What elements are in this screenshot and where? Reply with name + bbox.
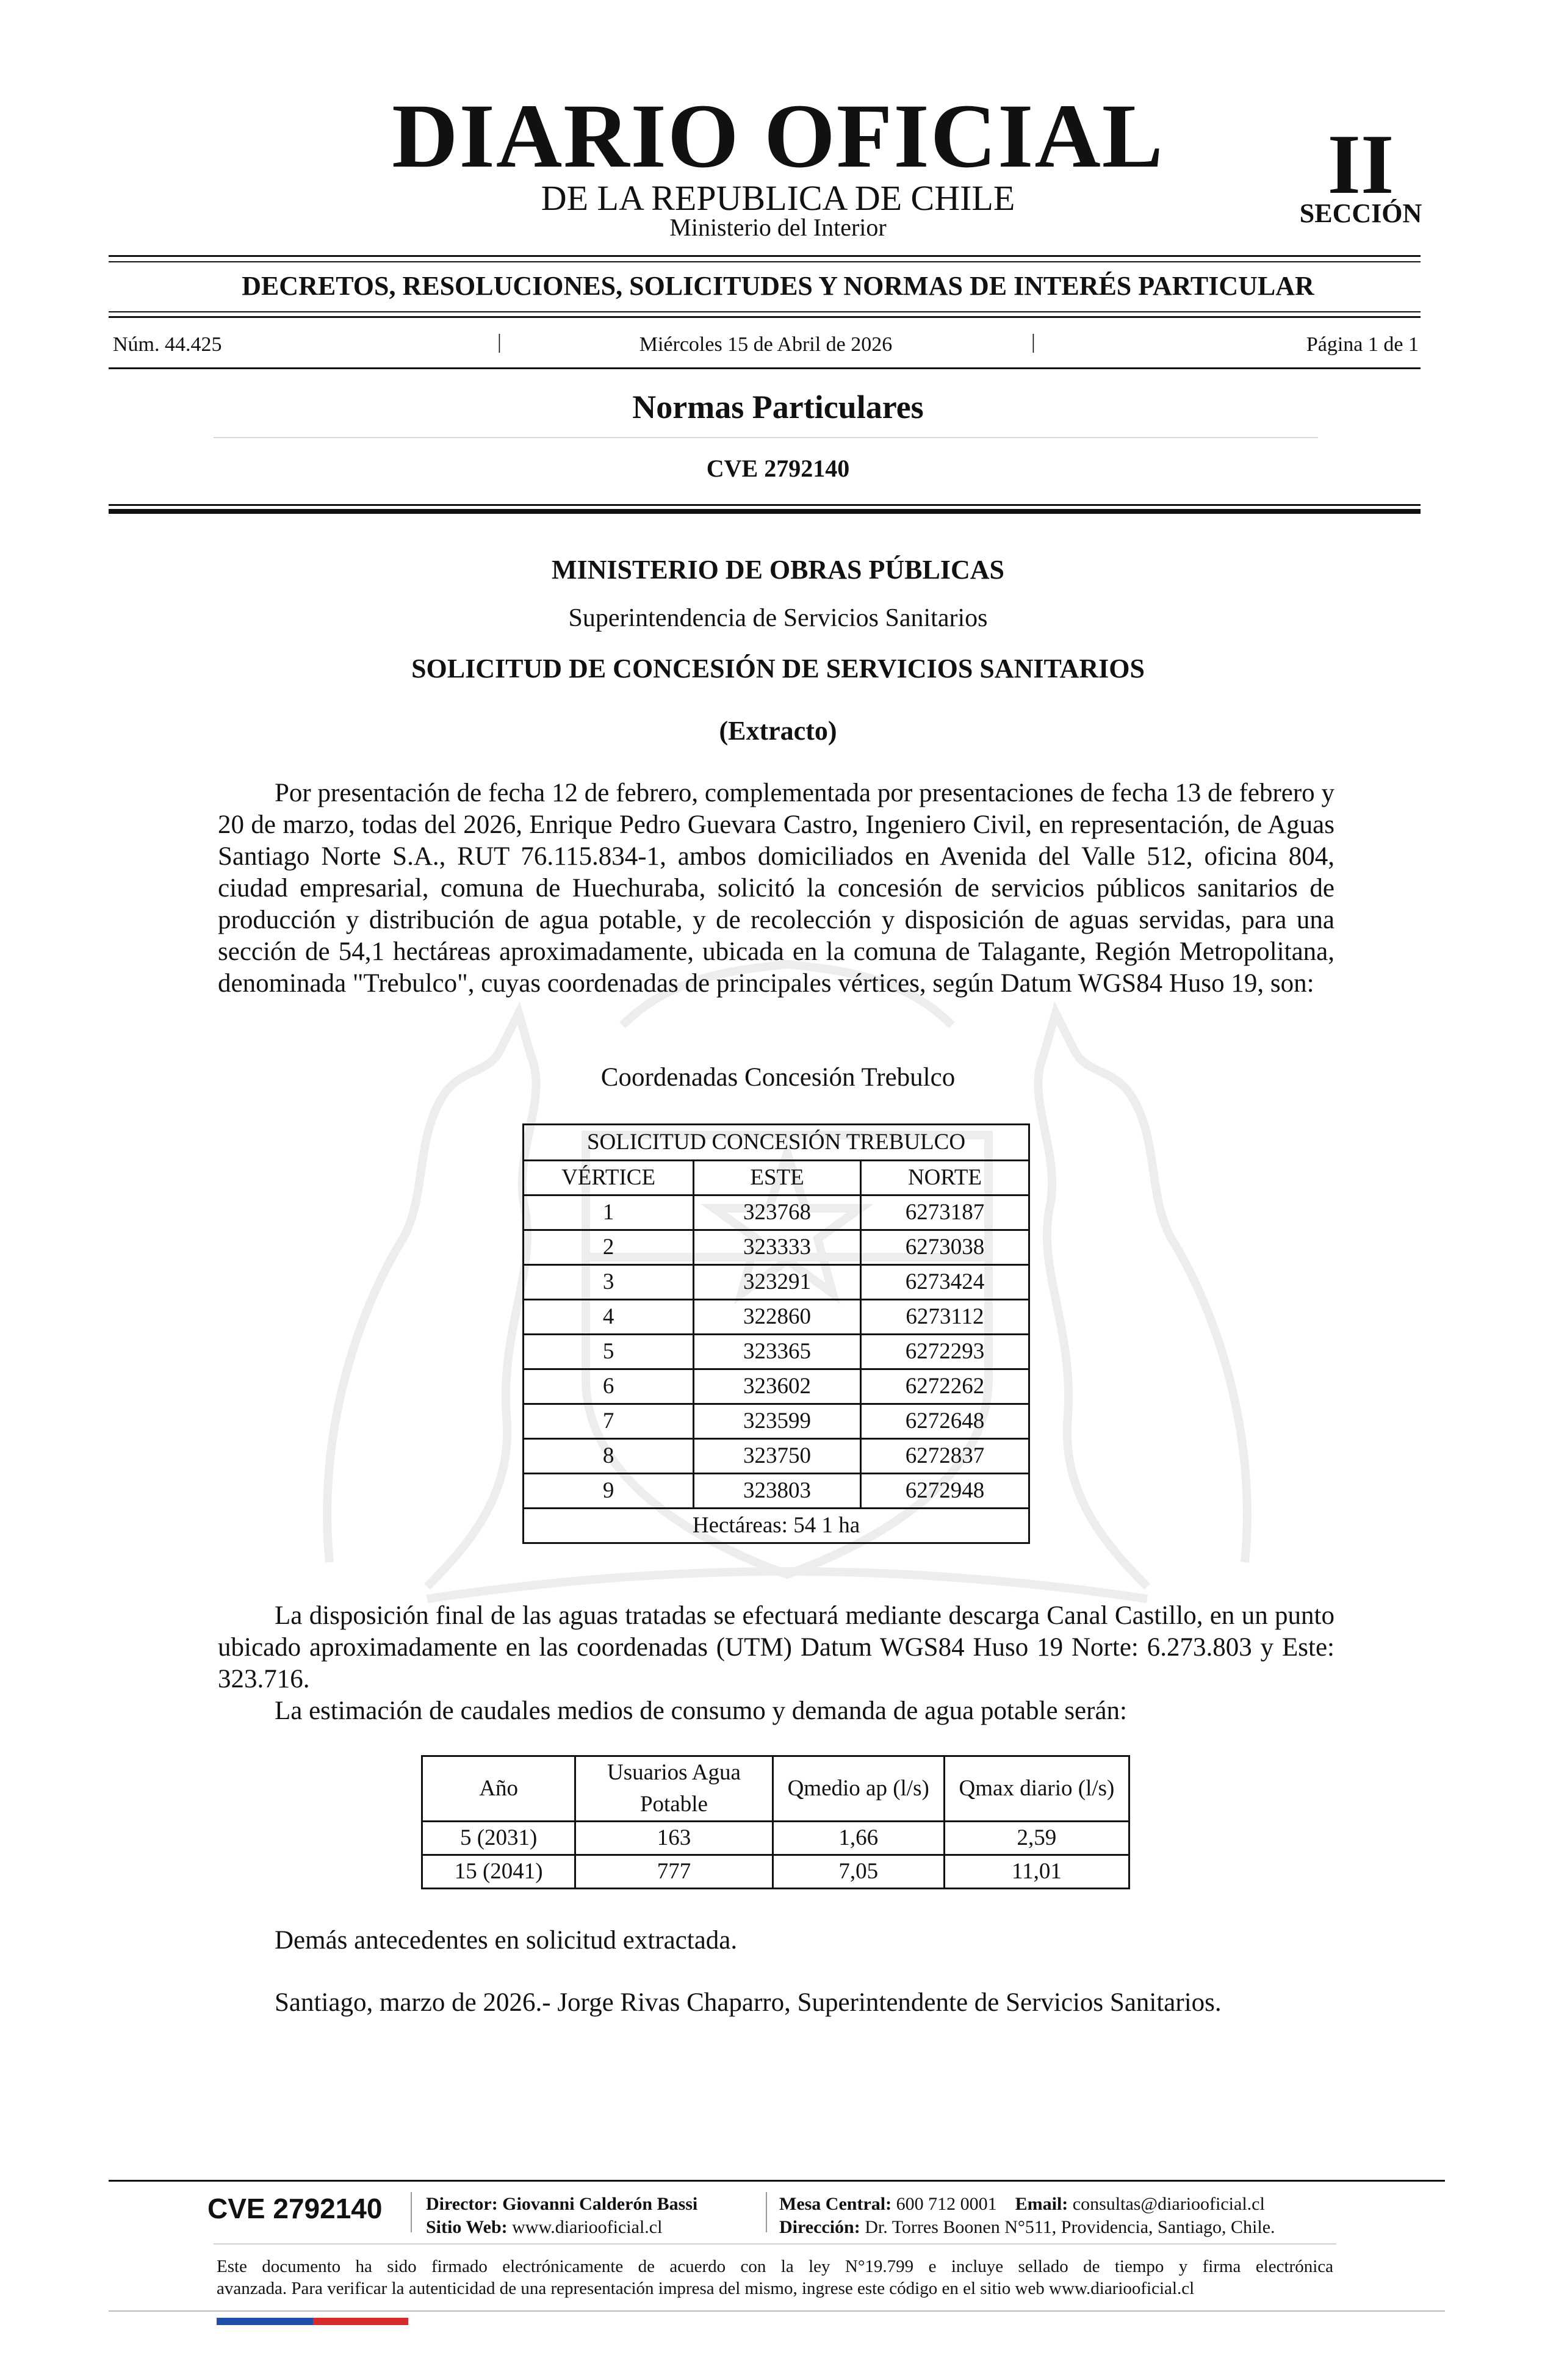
- email-label: Email:: [1015, 2194, 1068, 2214]
- north-cell: 6273112: [860, 1300, 1029, 1335]
- vertex-cell: 8: [524, 1439, 694, 1474]
- qmax-cell: 11,01: [944, 1855, 1129, 1889]
- qmax-cell: 2,59: [944, 1822, 1129, 1855]
- issue-number: Núm. 44.425: [113, 333, 222, 356]
- coord-header-vertex: VÉRTICE: [524, 1161, 694, 1195]
- flag-stripe-blue: [217, 2318, 313, 2325]
- footer-contact: [779, 2193, 1275, 2239]
- vertex-cell: 9: [524, 1474, 694, 1509]
- table-row: [524, 1474, 1029, 1509]
- east-cell: 323750: [694, 1439, 861, 1474]
- footer-bottom-rule: [109, 2310, 1445, 2312]
- coord-table-caption: Coordenadas Concesión Trebulco: [600, 1063, 956, 1092]
- coord-table: [522, 1123, 1030, 1544]
- north-cell: 6272648: [860, 1404, 1029, 1439]
- footer-divider: [411, 2192, 412, 2232]
- cve-rule-thick: [109, 509, 1421, 514]
- document-title: SOLICITUD DE CONCESIÓN DE SERVICIOS SANITARIOS: [411, 654, 1145, 683]
- issue-rule: [109, 367, 1421, 369]
- users-cell: 777: [575, 1855, 773, 1889]
- address-label: Dirección:: [779, 2217, 860, 2237]
- flow-table-header-row: [422, 1756, 1129, 1822]
- table-row: [422, 1855, 1129, 1889]
- web-label: Sitio Web:: [426, 2217, 508, 2237]
- paragraph-discharge: La disposición final de las aguas tratadas se efectuará mediante descarga Canal Castillo, en un punto ubicado aproximadamente en las coordenadas (UTM) Datum WGS84 Huso 19 Norte: 6.273.803 y Este: 323.716.: [218, 1601, 1334, 1693]
- footer-cve-code: CVE 2792140: [207, 2193, 383, 2224]
- footer-thin-rule: [214, 2243, 1336, 2245]
- issue-separator: |: [497, 331, 502, 353]
- norms-title: Normas Particulares: [632, 389, 924, 425]
- cve-rule-thin: [109, 504, 1421, 506]
- masthead-rule-top-thin: [109, 261, 1421, 262]
- east-cell: 323291: [694, 1265, 861, 1300]
- year-cell: 5 (2031): [422, 1822, 575, 1855]
- flow-header-users: Usuarios Agua Potable: [575, 1756, 773, 1822]
- users-cell: 163: [575, 1822, 773, 1855]
- email-link[interactable]: consultas@diariooficial.cl: [1072, 2194, 1265, 2214]
- norms-divider: [214, 437, 1318, 438]
- paragraph-flow-intro: La estimación de caudales medios de consumo y demanda de agua potable serán:: [275, 1697, 1127, 1725]
- table-row: [524, 1404, 1029, 1439]
- footer-rule: [109, 2180, 1445, 2182]
- north-cell: 6272948: [860, 1474, 1029, 1509]
- director-name: Giovanni Calderón Bassi: [502, 2194, 698, 2214]
- east-cell: 323599: [694, 1404, 861, 1439]
- category-rule-thin: [109, 311, 1421, 312]
- issue-date: Miércoles 15 de Abril de 2026: [639, 333, 893, 356]
- masthead-ministry: Ministerio del Interior: [669, 214, 887, 241]
- north-cell: 6272262: [860, 1369, 1029, 1404]
- north-cell: 6272837: [860, 1439, 1029, 1474]
- qmedio-cell: 7,05: [773, 1855, 944, 1889]
- vertex-cell: 1: [524, 1195, 694, 1230]
- document-subtitle: (Extracto): [719, 716, 837, 746]
- document-superintendency: Superintendencia de Servicios Sanitarios: [568, 604, 988, 632]
- masthead-rule-top: [109, 255, 1421, 257]
- table-row: [422, 1822, 1129, 1855]
- flow-header-qmedio: Qmedio ap (l/s): [773, 1756, 944, 1822]
- category-rule: [109, 316, 1421, 318]
- vertex-cell: 7: [524, 1404, 694, 1439]
- paragraph-request: Por presentación de fecha 12 de febrero, complementada por presentaciones de fecha 13 de febrero y 20 de marzo, todas del 2026, Enrique Pedro Guevara Castro, Ingeniero Civil, en representación, de Aguas Santiago Norte S.A., RUT 76.115.834-1, ambos domiciliados en Avenida del Valle 512, oficina 804, ciudad empresarial, comuna de Huechuraba, solicitó la concesión de servicios públicos sanitarios de producción y distribución de agua potable, y de recolección y disposición de aguas servidas, para una sección de 54,1 hectáreas aproximadamente, ubicada en la comuna de Talagante, Región Metropolitana, denominada "Trebulco", cuyas coordenadas de principales vértices, según Datum WGS84 Huso 19, son:: [218, 779, 1334, 998]
- table-row: [524, 1300, 1029, 1335]
- masthead-subtitle: DE LA REPUBLICA DE CHILE: [541, 178, 1015, 218]
- cve-code: CVE 2792140: [706, 455, 850, 482]
- coord-header-north: NORTE: [860, 1161, 1029, 1195]
- footer-legal-line-2: avanzada. Para verificar la autenticidad de una representación impresa del mismo, ingrese este código en el sitio web www.diariooficial.cl: [217, 2279, 1195, 2298]
- table-row: [524, 1195, 1029, 1230]
- footer-legal-line-1: Este documento ha sido firmado electrónicamente de acuerdo con la ley N°19.799 e incluye sellado de tiempo y firma electrónica: [217, 2257, 1333, 2276]
- qmedio-cell: 1,66: [773, 1822, 944, 1855]
- north-cell: 6273187: [860, 1195, 1029, 1230]
- vertex-cell: 2: [524, 1230, 694, 1265]
- coord-table-area: Hectáreas: 54 1 ha: [524, 1509, 1029, 1543]
- flow-table: [421, 1755, 1130, 1889]
- footer-editorial: [426, 2193, 697, 2239]
- east-cell: 323803: [694, 1474, 861, 1509]
- vertex-cell: 3: [524, 1265, 694, 1300]
- footer-divider: [766, 2192, 767, 2232]
- phone-number: 600 712 0001: [896, 2194, 997, 2214]
- flag-stripe-red: [313, 2318, 408, 2325]
- east-cell: 323365: [694, 1335, 861, 1369]
- flow-header-qmax: Qmax diario (l/s): [944, 1756, 1129, 1822]
- category-banner: DECRETOS, RESOLUCIONES, SOLICITUDES Y NORMAS DE INTERÉS PARTICULAR: [242, 271, 1314, 301]
- section-label: SECCIÓN: [1299, 198, 1422, 228]
- east-cell: 323768: [694, 1195, 861, 1230]
- north-cell: 6273038: [860, 1230, 1029, 1265]
- coord-header-east: ESTE: [694, 1161, 861, 1195]
- coord-table-header-row: [524, 1161, 1029, 1195]
- east-cell: 322860: [694, 1300, 861, 1335]
- east-cell: 323602: [694, 1369, 861, 1404]
- vertex-cell: 5: [524, 1335, 694, 1369]
- masthead-title: DIARIO OFICIAL: [392, 85, 1164, 187]
- issue-separator: |: [1031, 331, 1036, 353]
- website-link[interactable]: www.diariooficial.cl: [512, 2217, 663, 2237]
- coord-table-title: SOLICITUD CONCESIÓN TREBULCO: [524, 1125, 1029, 1161]
- paragraph-signature: Santiago, marzo de 2026.- Jorge Rivas Chaparro, Superintendente de Servicios Sanitarios.: [275, 1988, 1222, 2017]
- east-cell: 323333: [694, 1230, 861, 1265]
- issue-page: Página 1 de 1: [1306, 333, 1419, 356]
- director-label: Director:: [426, 2194, 498, 2214]
- table-row: [524, 1335, 1029, 1369]
- address-text: Dr. Torres Boonen N°511, Providencia, Santiago, Chile.: [865, 2217, 1275, 2237]
- section-number: II: [1327, 117, 1394, 212]
- table-row: [524, 1265, 1029, 1300]
- vertex-cell: 4: [524, 1300, 694, 1335]
- phone-label: Mesa Central:: [779, 2194, 892, 2214]
- vertex-cell: 6: [524, 1369, 694, 1404]
- flow-header-year: Año: [422, 1756, 575, 1822]
- north-cell: 6272293: [860, 1335, 1029, 1369]
- table-row: [524, 1369, 1029, 1404]
- table-row: [524, 1230, 1029, 1265]
- paragraph-other-info: Demás antecedentes en solicitud extractada.: [275, 1926, 738, 1955]
- north-cell: 6273424: [860, 1265, 1029, 1300]
- document-ministry: MINISTERIO DE OBRAS PÚBLICAS: [551, 555, 1005, 585]
- table-row: [524, 1439, 1029, 1474]
- year-cell: 15 (2041): [422, 1855, 575, 1889]
